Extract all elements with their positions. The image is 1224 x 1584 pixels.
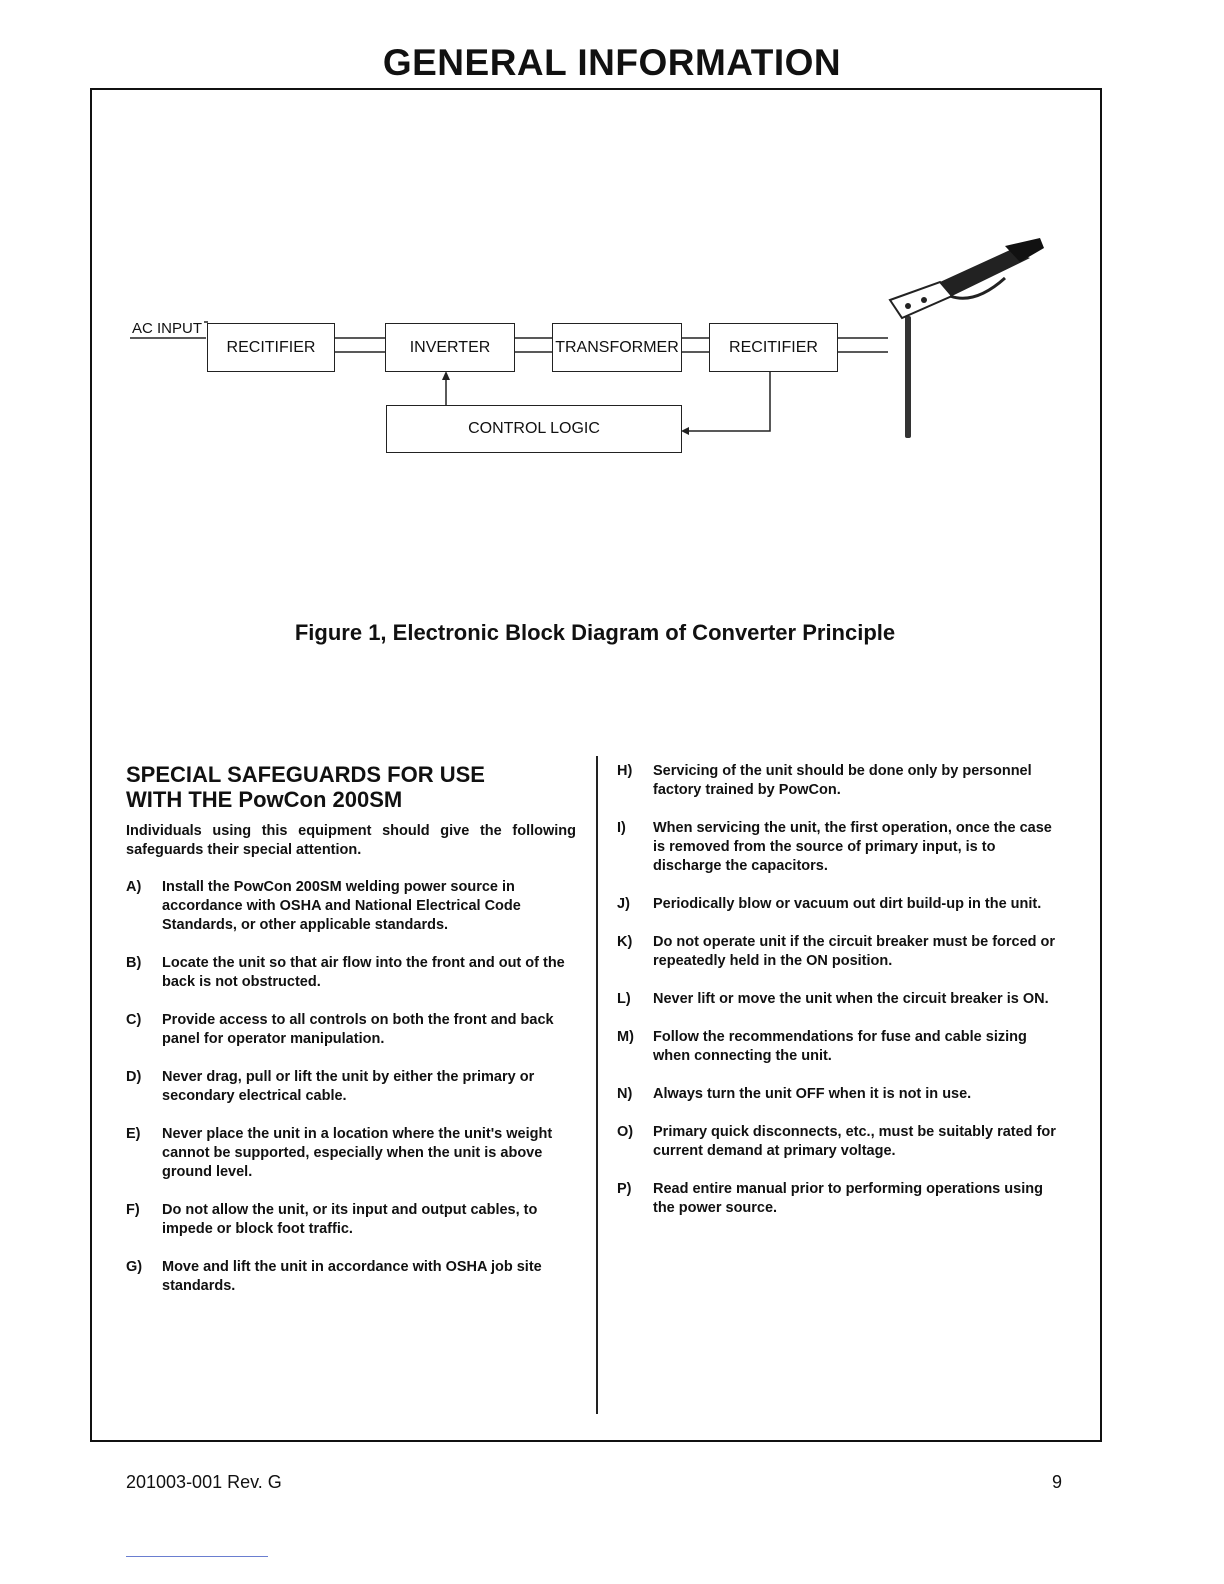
item-letter: N) (617, 1086, 633, 1102)
item-letter: C) (126, 1012, 142, 1028)
list-item (126, 878, 576, 935)
list-item (617, 1085, 1067, 1104)
list-item (617, 895, 1067, 914)
control-logic-label: CONTROL LOGIC (468, 420, 600, 437)
item-letter: B) (126, 955, 142, 971)
list-item (617, 933, 1067, 971)
rectifier-output-block (709, 323, 838, 372)
rectifier-output-label: RECITIFIER (729, 338, 818, 356)
item-text: Servicing of the unit should be done only by personnel factory trained by PowCon. (653, 763, 1032, 798)
item-letter: E) (126, 1126, 141, 1142)
item-text: Do not operate unit if the circuit breaker must be forced or repeatedly held in the ON position. (653, 934, 1056, 969)
item-letter: A) (126, 879, 142, 895)
item-text: Periodically blow or vacuum out dirt build-up in the unit. (653, 896, 1042, 912)
safeguards-title-line2: WITH THE PowCon 200SM (126, 787, 403, 812)
list-item (126, 1068, 576, 1106)
item-letter: K) (617, 934, 633, 950)
item-text: Never place the unit in a location where the unit's weight cannot be supported, especially when the unit is above ground level. (162, 1126, 553, 1180)
item-letter: H) (617, 763, 633, 779)
column-divider (596, 756, 598, 1414)
safeguards-right-column (617, 762, 1067, 1237)
safeguards-left-column (126, 762, 576, 1315)
transformer-label: TRANSFORMER (555, 338, 679, 356)
figure-caption: Figure 1, Electronic Block Diagram of Converter Principle (294, 620, 896, 645)
item-text: Move and lift the unit in accordance with OSHA job site standards. (162, 1259, 542, 1294)
item-letter: G) (126, 1259, 143, 1275)
list-item (126, 1258, 576, 1296)
list-item (126, 954, 576, 992)
item-text: Read entire manual prior to performing operations using the power source. (653, 1181, 1043, 1216)
item-text: Never drag, pull or lift the unit by either the primary or secondary electrical cable. (162, 1069, 535, 1104)
item-letter: J) (617, 896, 630, 912)
page-title: GENERAL INFORMATION (382, 42, 842, 83)
rectifier-input-block (207, 323, 335, 372)
safeguards-title-line1: SPECIAL SAFEGUARDS FOR USE (126, 762, 485, 787)
transformer-block (552, 323, 682, 372)
item-text: Provide access to all controls on both the front and back panel for operator manipulation. (162, 1012, 554, 1047)
block-diagram (0, 0, 1224, 620)
item-text: Install the PowCon 200SM welding power source in accordance with OSHA and National Electrical Code Standards, or other applicable standards. (162, 879, 521, 933)
inverter-block (385, 323, 515, 372)
safeguards-title (126, 762, 576, 812)
item-letter: M) (617, 1029, 634, 1045)
item-text: Always turn the unit OFF when it is not in use. (653, 1086, 972, 1102)
item-letter: D) (126, 1069, 142, 1085)
control-logic-block (386, 405, 682, 453)
page-edge-line (126, 1556, 268, 1557)
list-item (617, 1123, 1067, 1161)
item-letter: O) (617, 1124, 634, 1140)
list-item (617, 1180, 1067, 1218)
rectifier-input-label: RECITIFIER (226, 338, 316, 356)
list-item (126, 1125, 576, 1182)
item-text: Locate the unit so that air flow into the front and out of the back is not obstructed. (162, 955, 565, 990)
electrode-holder-icon (890, 238, 1044, 438)
list-item (126, 1011, 576, 1049)
item-text: Follow the recommendations for fuse and cable sizing when connecting the unit. (653, 1029, 1027, 1064)
list-item (126, 1201, 576, 1239)
item-letter: P) (617, 1181, 632, 1197)
item-letter: F) (126, 1202, 140, 1218)
list-item (617, 762, 1067, 800)
list-item (617, 819, 1067, 876)
item-text: Primary quick disconnects, etc., must be suitably rated for current demand at primary voltage. (653, 1124, 1056, 1159)
document-number: 201003-001 Rev. G (126, 1472, 282, 1492)
ac-input-label: AC INPUT (132, 320, 203, 337)
list-item (617, 1028, 1067, 1066)
item-text: Never lift or move the unit when the circuit breaker is ON. (653, 991, 1049, 1007)
inverter-label: INVERTER (409, 338, 491, 356)
item-letter: L) (617, 991, 631, 1007)
safeguards-intro: Individuals using this equipment should give the following safeguards their special attention. (126, 823, 576, 858)
list-item (617, 990, 1067, 1009)
page-number: 9 (1052, 1472, 1063, 1492)
item-text: When servicing the unit, the first operation, once the case is removed from the source of primary input, is to discharge the capacitors. (653, 820, 1052, 874)
item-text: Do not allow the unit, or its input and output cables, to impede or block foot traffic. (162, 1202, 538, 1237)
item-letter: I) (617, 820, 626, 836)
